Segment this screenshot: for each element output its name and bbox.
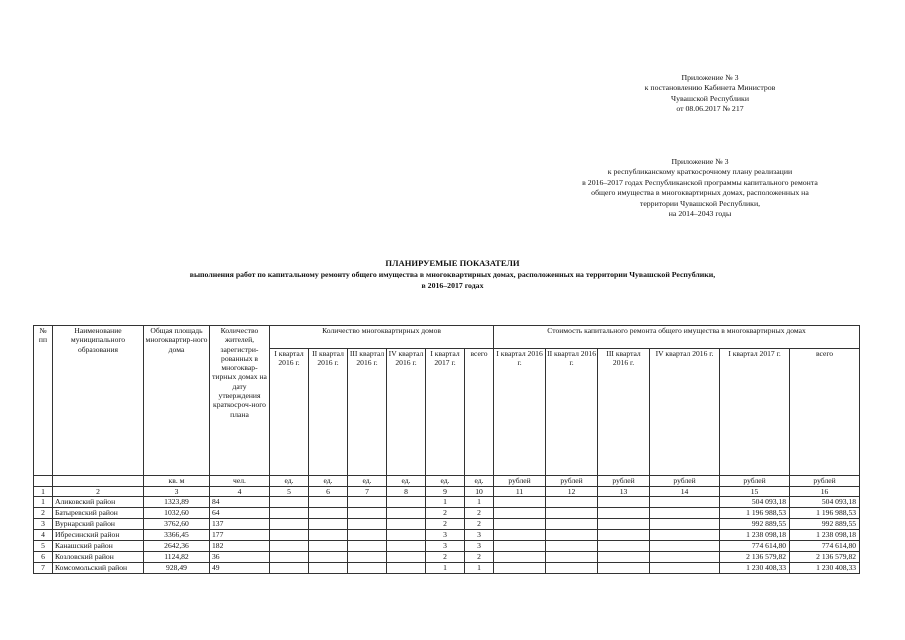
area-cell: 1124,82 — [144, 552, 210, 563]
area-cell: 3762,60 — [144, 519, 210, 530]
cost-total-cell: 774 614,80 — [790, 541, 860, 552]
row-number: 3 — [34, 519, 53, 530]
cost-total-cell: 1 230 408,33 — [790, 563, 860, 574]
table-row — [34, 552, 860, 563]
cost-q1-2017-cell: 2 136 579,82 — [720, 552, 790, 563]
count-q1-2017-cell: 1 — [426, 563, 465, 574]
row-number: 7 — [34, 563, 53, 574]
cost-q1-2017-cell: 992 889,55 — [720, 519, 790, 530]
header-residents: Количество жителей, зарегистри-рованных в многоквар-тирных домах на дату утверждения краткосроч-ного плана — [210, 326, 270, 476]
unit-cell: ед. — [387, 476, 426, 487]
residents-cell: 84 — [210, 497, 270, 508]
municipality-name: Ибресинский район — [53, 530, 144, 541]
residents-cell: 137 — [210, 519, 270, 530]
municipality-name: Козловский район — [53, 552, 144, 563]
count-total-cell: 2 — [465, 552, 494, 563]
unit-cell: ед. — [426, 476, 465, 487]
header-count-col: IV квартал 2016 г. — [387, 349, 426, 476]
row-number: 5 — [34, 541, 53, 552]
header-num: № пп — [34, 326, 53, 476]
column-number: 7 — [348, 487, 387, 497]
annex-1-line: Чувашской Республики — [671, 93, 749, 103]
row-number: 6 — [34, 552, 53, 563]
cost-total-cell: 1 238 098,18 — [790, 530, 860, 541]
annex-1-line: от 08.06.2017 № 217 — [676, 104, 744, 114]
unit-cell: рублей — [598, 476, 650, 487]
residents-cell: 36 — [210, 552, 270, 563]
unit-cell: ед. — [270, 476, 309, 487]
annex-2-line: Приложение № 3 — [671, 157, 729, 166]
header-cost-col: III квартал 2016 г. — [598, 349, 650, 476]
cost-q1-2017-cell: 504 093,18 — [720, 497, 790, 508]
cost-total-cell: 2 136 579,82 — [790, 552, 860, 563]
cost-total-cell: 992 889,55 — [790, 519, 860, 530]
column-numbers-row — [34, 487, 860, 497]
count-q1-2017-cell: 2 — [426, 552, 465, 563]
header-count-col: I квартал 2016 г. — [270, 349, 309, 476]
annex-2-line: общего имущества в многоквартирных домах, расположенных на — [591, 188, 809, 198]
column-number: 1 — [34, 487, 53, 497]
count-total-cell: 3 — [465, 530, 494, 541]
cost-q1-2017-cell: 1 238 098,18 — [720, 530, 790, 541]
annex-2-line: в 2016–2017 годах Республиканской программы капитального ремонта — [582, 177, 818, 187]
residents-cell: 49 — [210, 563, 270, 574]
header-cost-col: I квартал 2016 г. — [494, 349, 546, 476]
area-cell: 2642,36 — [144, 541, 210, 552]
header-cost-group: Стоимость капитального ремонта общего имущества в многоквартирных домах — [494, 326, 860, 349]
header-cost-col: II квартал 2016 г. — [546, 349, 598, 476]
indicators-table — [33, 325, 860, 574]
header-count-col: II квартал 2016 г. — [309, 349, 348, 476]
unit-cell: рублей — [494, 476, 546, 487]
column-number: 4 — [210, 487, 270, 497]
municipality-name: Аликовский район — [53, 497, 144, 508]
row-number: 4 — [34, 530, 53, 541]
area-cell: 1323,89 — [144, 497, 210, 508]
column-number: 12 — [546, 487, 598, 497]
header-cost-col: I квартал 2017 г. — [720, 349, 790, 476]
residents-cell: 182 — [210, 541, 270, 552]
cost-q1-2017-cell: 774 614,80 — [720, 541, 790, 552]
header-count-col: I квартал 2017 г. — [426, 349, 465, 476]
municipality-name: Канашский район — [53, 541, 144, 552]
cost-total-cell: 1 196 988,53 — [790, 508, 860, 519]
unit-cell: кв. м — [144, 476, 210, 487]
cost-total-cell: 504 093,18 — [790, 497, 860, 508]
count-q1-2017-cell: 3 — [426, 530, 465, 541]
unit-cell — [34, 476, 53, 487]
area-cell: 3366,45 — [144, 530, 210, 541]
document-title — [0, 257, 905, 291]
annex-1-header — [590, 73, 830, 115]
column-number: 5 — [270, 487, 309, 497]
column-number: 2 — [53, 487, 144, 497]
unit-cell: чел. — [210, 476, 270, 487]
column-number: 10 — [465, 487, 494, 497]
unit-cell: рублей — [790, 476, 860, 487]
annex-1-line: Приложение № 3 — [681, 73, 739, 82]
unit-cell: ед. — [465, 476, 494, 487]
count-total-cell: 3 — [465, 541, 494, 552]
table-row — [34, 497, 860, 508]
count-q1-2017-cell: 2 — [426, 508, 465, 519]
area-cell: 1032,60 — [144, 508, 210, 519]
count-q1-2017-cell: 2 — [426, 519, 465, 530]
municipality-name: Батыревский район — [53, 508, 144, 519]
header-count-group: Количество многоквартирных домов — [270, 326, 494, 349]
residents-cell: 177 — [210, 530, 270, 541]
residents-cell: 64 — [210, 508, 270, 519]
cost-q1-2017-cell: 1 230 408,33 — [720, 563, 790, 574]
column-number: 9 — [426, 487, 465, 497]
count-q1-2017-cell: 3 — [426, 541, 465, 552]
header-count-col: всего — [465, 349, 494, 476]
row-number: 2 — [34, 508, 53, 519]
municipality-name: Комсомольский район — [53, 563, 144, 574]
column-number: 3 — [144, 487, 210, 497]
annex-1-line: к постановлению Кабинета Министров — [644, 83, 776, 93]
area-cell: 928,49 — [144, 563, 210, 574]
annex-2-header — [520, 157, 880, 219]
column-number: 15 — [720, 487, 790, 497]
title-line-2: выполнения работ по капитальному ремонту общего имущества в многоквартирных домах, расположенных на территории Чувашской Республики, — [189, 270, 716, 279]
header-cost-col: всего — [790, 349, 860, 476]
unit-cell: рублей — [650, 476, 720, 487]
units-row — [34, 476, 860, 487]
count-total-cell: 2 — [465, 519, 494, 530]
row-number: 1 — [34, 497, 53, 508]
table-row — [34, 519, 860, 530]
title-main: ПЛАНИРУЕМЫЕ ПОКАЗАТЕЛИ — [385, 258, 520, 268]
title-line-3: в 2016–2017 годах — [421, 281, 484, 290]
column-number: 8 — [387, 487, 426, 497]
count-total-cell: 1 — [465, 563, 494, 574]
unit-cell: ед. — [309, 476, 348, 487]
header-count-col: III квартал 2016 г. — [348, 349, 387, 476]
table-row — [34, 508, 860, 519]
column-number: 11 — [494, 487, 546, 497]
unit-cell: рублей — [546, 476, 598, 487]
cost-q1-2017-cell: 1 196 988,53 — [720, 508, 790, 519]
table-row — [34, 530, 860, 541]
header-name: Наименование муниципального образования — [53, 326, 144, 476]
annex-2-line: территории Чувашской Республики, — [639, 198, 761, 208]
municipality-name: Вурнарский район — [53, 519, 144, 530]
count-total-cell: 2 — [465, 508, 494, 519]
column-number: 6 — [309, 487, 348, 497]
header-area: Общая площадь многоквартир-ного дома — [144, 326, 210, 476]
column-number: 13 — [598, 487, 650, 497]
annex-2-line: на 2014–2043 годы — [668, 209, 732, 219]
table-row — [34, 541, 860, 552]
table-row — [34, 563, 860, 574]
column-number: 14 — [650, 487, 720, 497]
count-total-cell: 1 — [465, 497, 494, 508]
unit-cell: ед. — [348, 476, 387, 487]
annex-2-line: к республиканскому краткосрочному плану реализации — [607, 167, 793, 177]
unit-cell: рублей — [720, 476, 790, 487]
count-q1-2017-cell: 1 — [426, 497, 465, 508]
header-cost-col: IV квартал 2016 г. — [650, 349, 720, 476]
column-number: 16 — [790, 487, 860, 497]
unit-cell — [53, 476, 144, 487]
